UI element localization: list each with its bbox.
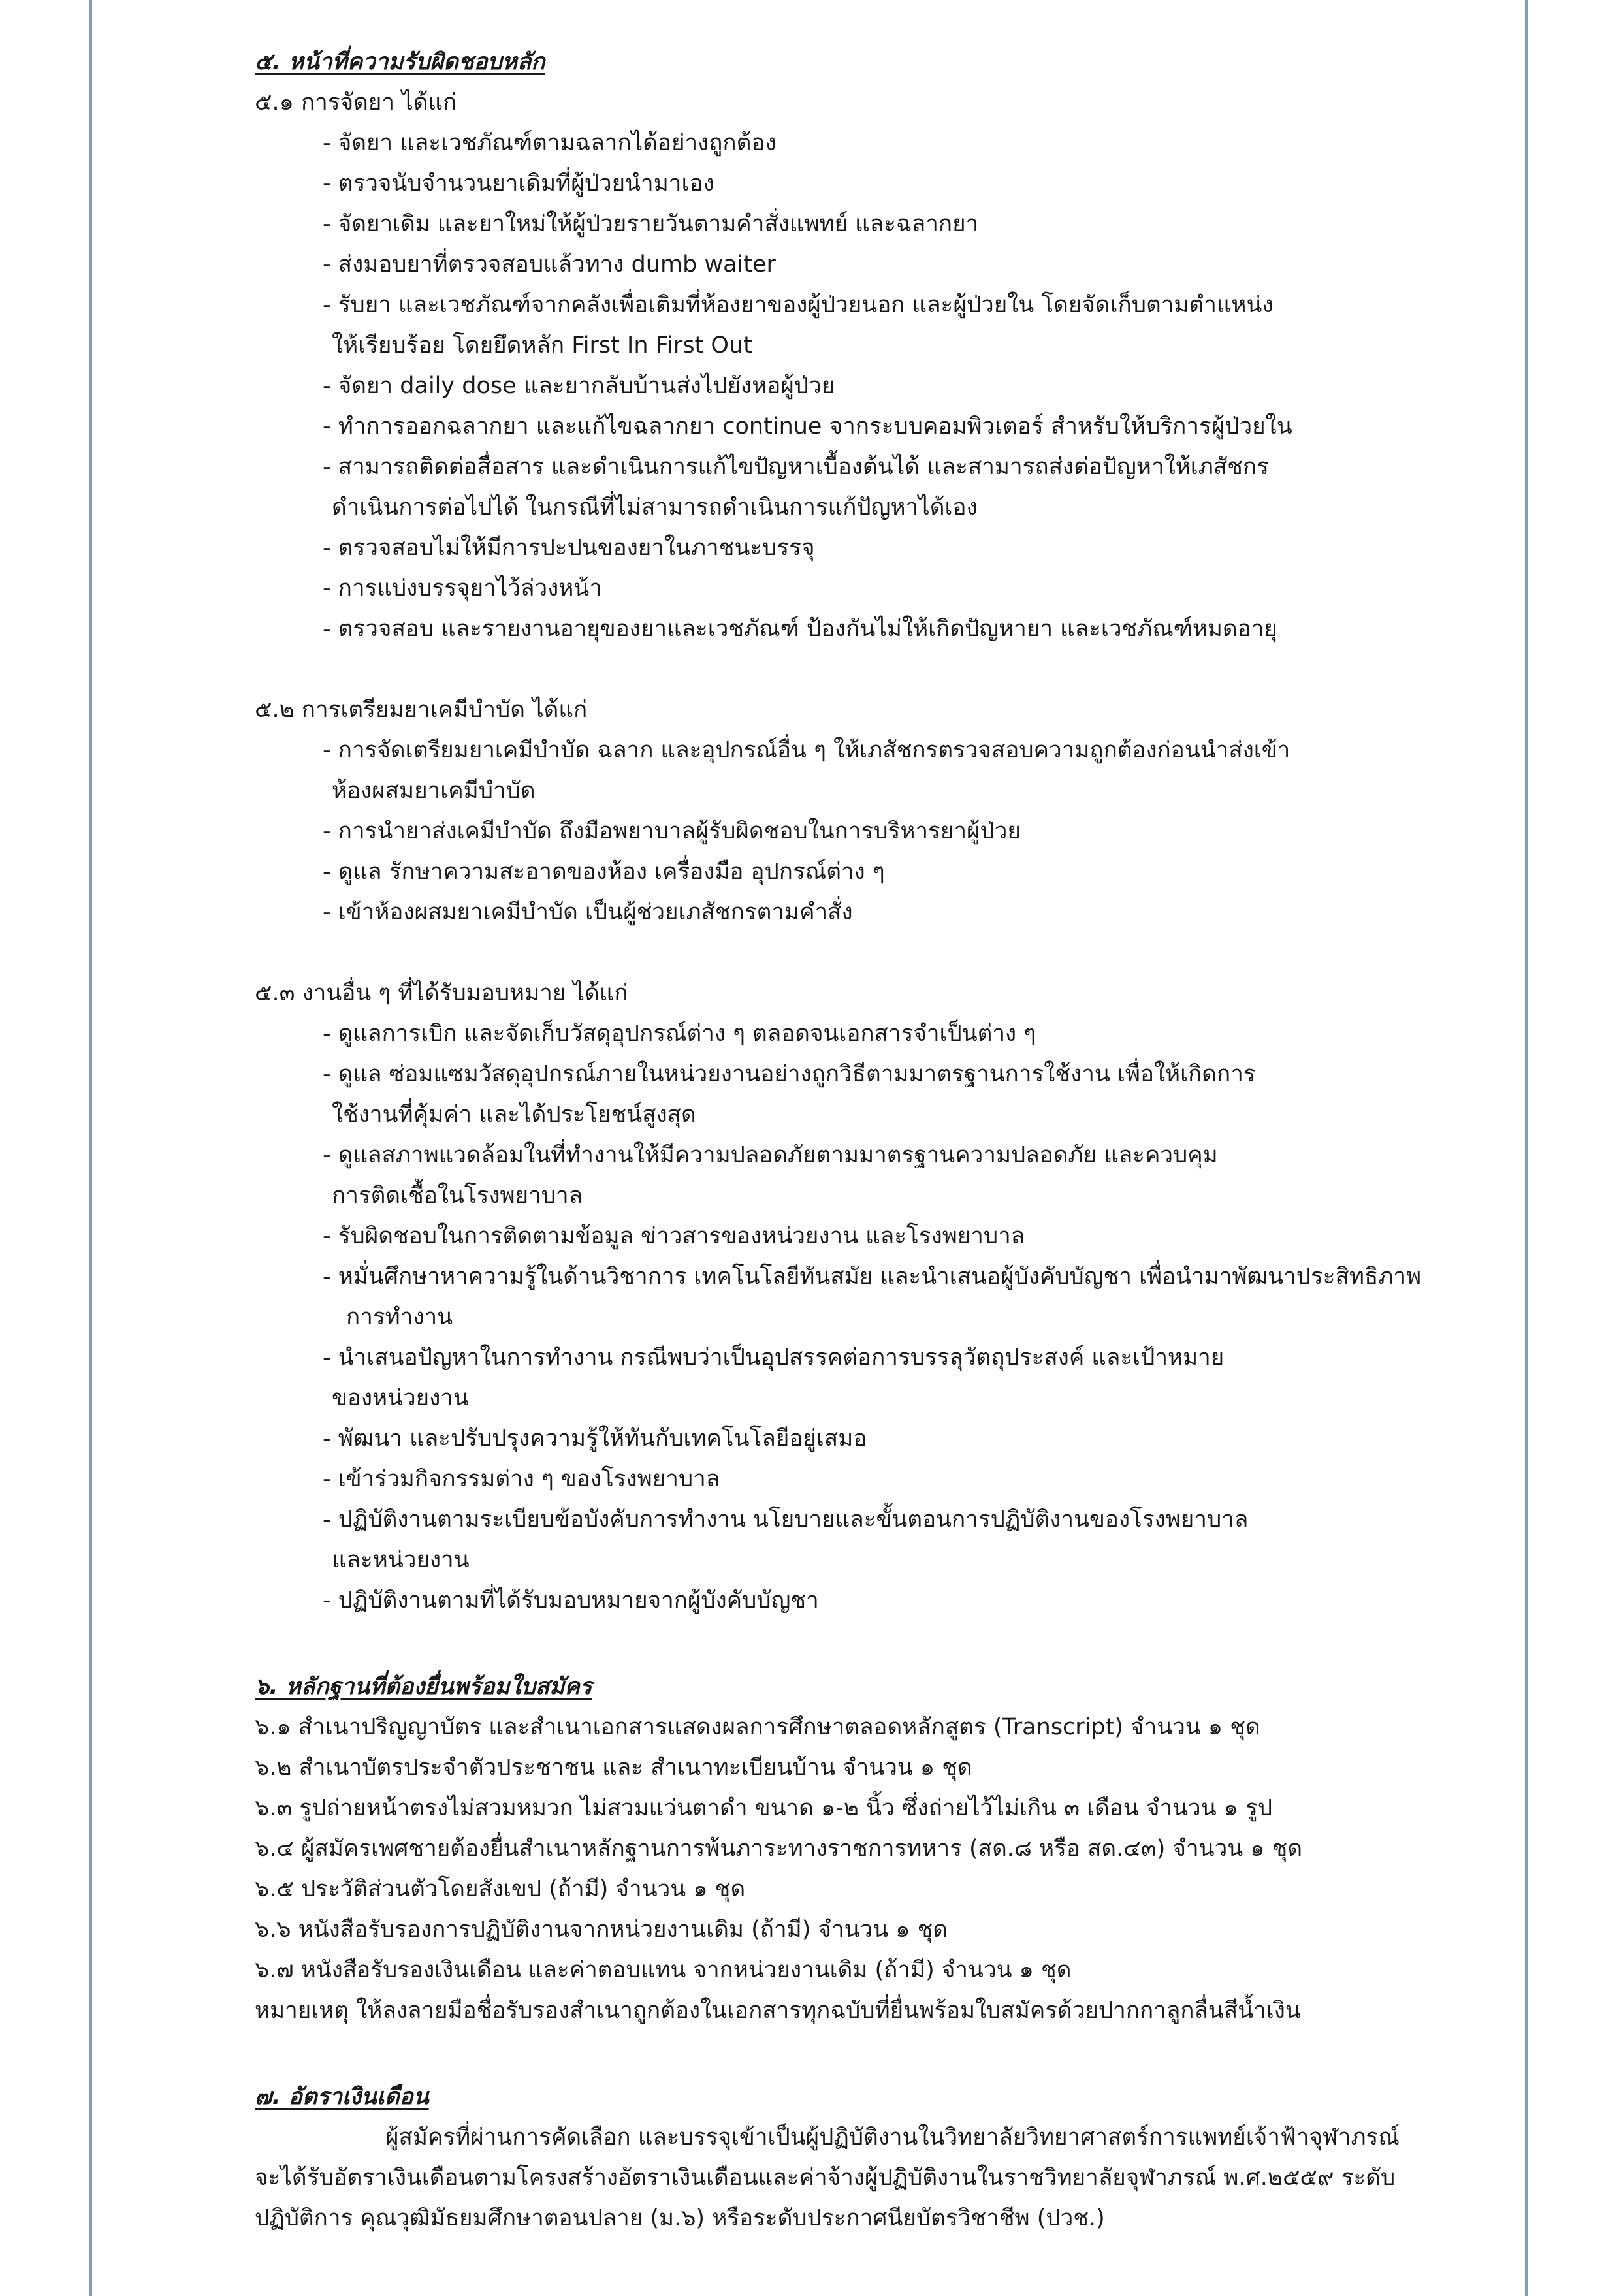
subsection-5-2-title: ๕.๒ การเตรียมยาเคมีบำบัด ได้แก่ xyxy=(255,697,588,723)
list-item-continuation: การติดเชื้อในโรงพยาบาล xyxy=(332,1183,583,1209)
list-item: - จัดยา และเวชภัณฑ์ตามฉลากได้อย่างถูกต้อง xyxy=(323,130,777,156)
salary-paragraph-line: ปฏิบัติการ คุณวุฒิมัธยมศึกษาตอนปลาย (ม.๖) หรือระดับประกาศนียบัตรวิชาชีพ (ปวช.) xyxy=(255,2205,1105,2231)
section-6-heading: ๖. หลักฐานที่ต้องยื่นพร้อมใบสมัคร xyxy=(255,1674,592,1700)
list-item-continuation: ดำเนินการต่อไปได้ ในกรณีที่ไม่สามารถดำเนินการแก้ปัญหาได้เอง xyxy=(332,494,978,520)
list-item: - ดูแล รักษาความสะอาดของห้อง เครื่องมือ อุปกรณ์ต่าง ๆ xyxy=(323,859,885,885)
list-item: - จัดยาเดิม และยาใหม่ให้ผู้ป่วยรายวันตามคำสั่งแพทย์ และฉลากยา xyxy=(323,211,979,237)
list-item: - ตรวจสอบ และรายงานอายุของยาและเวชภัณฑ์ ป้องกันไม่ให้เกิดปัญหายา และเวชภัณฑ์หมดอายุ xyxy=(323,616,1277,642)
list-item: - ดูแล ซ่อมแซมวัสดุอุปกรณ์ภายในหน่วยงานอย่างถูกวิธีตามมาตรฐานการใช้งาน เพื่อให้เกิดการ xyxy=(323,1061,1256,1087)
list-item-continuation: ให้เรียบร้อย โดยยึดหลัก First In First Out xyxy=(332,332,752,359)
section-5-heading: ๕. หน้าที่ความรับผิดชอบหลัก xyxy=(255,49,545,75)
list-item-continuation: ใช้งานที่คุ้มค่า และได้ประโยชน์สูงสุด xyxy=(332,1102,696,1128)
subsection-5-1-title: ๕.๑ การจัดยา ได้แก่ xyxy=(255,89,457,116)
list-item-continuation: ห้องผสมยาเคมีบำบัด xyxy=(332,778,536,804)
document-item: ๖.๖ หนังสือรับรองการปฏิบัติงานจากหน่วยงานเดิม (ถ้ามี) จำนวน ๑ ชุด xyxy=(255,1917,948,1943)
list-item: - นำเสนอปัญหาในการทำงาน กรณีพบว่าเป็นอุปสรรคต่อการบรรลุวัตถุประสงค์ และเป้าหมาย xyxy=(323,1345,1225,1371)
salary-paragraph-line: จะได้รับอัตราเงินเดือนตามโครงสร้างอัตราเงินเดือนและค่าจ้างผู้ปฏิบัติงานในราชวิทยาลัยจุฬาภรณ์ พ.ศ.๒๕๕๙ ระดับ xyxy=(255,2165,1396,2191)
document-item: ๖.๒ สำเนาบัตรประจำตัวประชาชน และ สำเนาทะเบียนบ้าน จำนวน ๑ ชุด xyxy=(255,1755,972,1781)
list-item: - การแบ่งบรรจุยาไว้ล่วงหน้า xyxy=(323,575,602,601)
document-item: ๖.๗ หนังสือรับรองเงินเดือน และค่าตอบแทน จากหน่วยงานเดิม (ถ้ามี) จำนวน ๑ ชุด xyxy=(255,1957,1072,1983)
list-item: - จัดยา daily dose และยากลับบ้านส่งไปยังหอผู้ป่วย xyxy=(323,373,835,399)
list-item: - สามารถติดต่อสื่อสาร และดำเนินการแก้ไขปัญหาเบื้องต้นได้ และสามารถส่งต่อปัญหาให้เภสัชกร xyxy=(323,454,1269,480)
list-item: - หมั่นศึกษาหาความรู้ในด้านวิชาการ เทคโนโลยีทันสมัย และนำเสนอผู้บังคับบัญชา เพื่อนำมาพัฒนาประสิทธิภาพ xyxy=(323,1264,1422,1290)
document-body xyxy=(255,42,1496,2239)
list-item: - ตรวจสอบไม่ให้มีการปะปนของยาในภาชนะบรรจุ xyxy=(323,535,815,561)
list-item: - รับผิดชอบในการติดตามข้อมูล ข่าวสารของหน่วยงาน และโรงพยาบาล xyxy=(323,1223,1025,1249)
list-item: - ดูแลการเบิก และจัดเก็บวัสดุอุปกรณ์ต่าง ๆ ตลอดจนเอกสารจำเป็นต่าง ๆ xyxy=(323,1021,1036,1047)
salary-paragraph-line: ผู้สมัครที่ผ่านการคัดเลือก และบรรจุเข้าเป็นผู้ปฏิบัติงานในวิทยาลัยวิทยาศาสตร์การแพทย์เจ้าฟ้าจุฬาภรณ์ xyxy=(385,2124,1400,2150)
subsection-5-3-title: ๕.๓ งานอื่น ๆ ที่ได้รับมอบหมาย ได้แก่ xyxy=(255,980,628,1006)
list-item: - เข้าร่วมกิจกรรมต่าง ๆ ของโรงพยาบาล xyxy=(323,1466,720,1492)
list-item-continuation: ของหน่วยงาน xyxy=(332,1385,469,1411)
list-item: - รับยา และเวชภัณฑ์จากคลังเพื่อเติมที่ห้องยาของผู้ป่วยนอก และผู้ป่วยใน โดยจัดเก็บตามตำแหน่ง xyxy=(323,292,1274,318)
document-item: ๖.๓ รูปถ่ายหน้าตรงไม่สวมหมวก ไม่สวมแว่นตาดำ ขนาด ๑-๒ นิ้ว ซึ่งถ่ายไว้ไม่เกิน ๓ เดือน จำนวน ๑ รูป xyxy=(255,1795,1273,1821)
list-item: - การจัดเตรียมยาเคมีบำบัด ฉลาก และอุปกรณ์อื่น ๆ ให้เภสัชกรตรวจสอบความถูกต้องก่อนนำส่งเข้า xyxy=(323,737,1290,763)
document-item: ๖.๑ สำเนาปริญญาบัตร และสำเนาเอกสารแสดงผลการศึกษาตลอดหลักสูตร (Transcript) จำนวน ๑ ชุด xyxy=(255,1714,1260,1740)
list-item: - ปฏิบัติงานตามที่ได้รับมอบหมายจากผู้บังคับบัญชา xyxy=(323,1587,819,1614)
list-item-continuation: การทำงาน xyxy=(346,1304,453,1330)
document-item: ๖.๕ ประวัติส่วนตัวโดยสังเขป (ถ้ามี) จำนวน ๑ ชุด xyxy=(255,1876,746,1902)
list-item: - พัฒนา และปรับปรุงความรู้ให้ทันกับเทคโนโลยีอยู่เสมอ xyxy=(323,1426,867,1452)
list-item: - ตรวจนับจำนวนยาเดิมที่ผู้ป่วยนำมาเอง xyxy=(323,170,714,197)
list-item: - ปฏิบัติงานตามระเบียบข้อบังคับการทำงาน นโยบายและขั้นตอนการปฏิบัติงานของโรงพยาบาล xyxy=(323,1507,1249,1533)
note-text: หมายเหตุ ให้ลงลายมือชื่อรับรองสำเนาถูกต้องในเอกสารทุกฉบับที่ยื่นพร้อมใบสมัครด้วยปากกาลูกลื่นสีน้ำเงิน xyxy=(255,1998,1301,2024)
list-item: - การนำยาส่งเคมีบำบัด ถึงมือพยาบาลผู้รับผิดชอบในการบริหารยาผู้ป่วย xyxy=(323,818,1021,844)
section-7-heading: ๗. อัตราเงินเดือน xyxy=(255,2084,429,2110)
list-item-continuation: และหน่วยงาน xyxy=(332,1547,470,1573)
list-item: - ส่งมอบยาที่ตรวจสอบแล้วทาง dumb waiter xyxy=(323,251,776,278)
list-item: - ดูแลสภาพแวดล้อมในที่ทำงานให้มีความปลอดภัยตามมาตรฐานความปลอดภัย และควบคุม xyxy=(323,1142,1218,1168)
list-item: - ทำการออกฉลากยา และแก้ไขฉลากยา continue จากระบบคอมพิวเตอร์ สำหรับให้บริการผู้ป่วยใน xyxy=(323,413,1292,439)
document-item: ๖.๔ ผู้สมัครเพศชายต้องยื่นสำเนาหลักฐานการพ้นภาระทางราชการทหาร (สด.๘ หรือ สด.๔๓) จำนวน ๑ ชุด xyxy=(255,1836,1303,1862)
list-item: - เข้าห้องผสมยาเคมีบำบัด เป็นผู้ช่วยเภสัชกรตามคำสั่ง xyxy=(323,899,853,925)
